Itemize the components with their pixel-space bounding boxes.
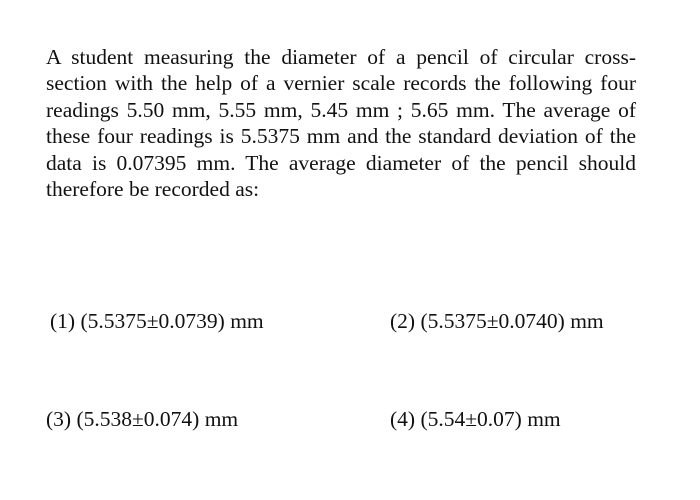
option-4[interactable]: (4) (5.54±0.07) mm bbox=[390, 407, 561, 431]
option-3[interactable]: (3) (5.538±0.074) mm bbox=[46, 407, 239, 431]
question-text: A student measuring the diameter of a pencil of circular cross-section with the help of a vernier scale records the following four readings 5.50 mm, 5.55 mm, 5.45 mm ; 5.65 mm. The average of these four readings is 5.5375 mm and the standard deviation of the data is 0.07395 mm. The average diameter of the pencil should therefore be recorded as: bbox=[46, 45, 636, 202]
option-2[interactable]: (2) (5.5375±0.0740) mm bbox=[390, 309, 604, 333]
option-1[interactable]: (1) (5.5375±0.0739) mm bbox=[50, 309, 264, 333]
